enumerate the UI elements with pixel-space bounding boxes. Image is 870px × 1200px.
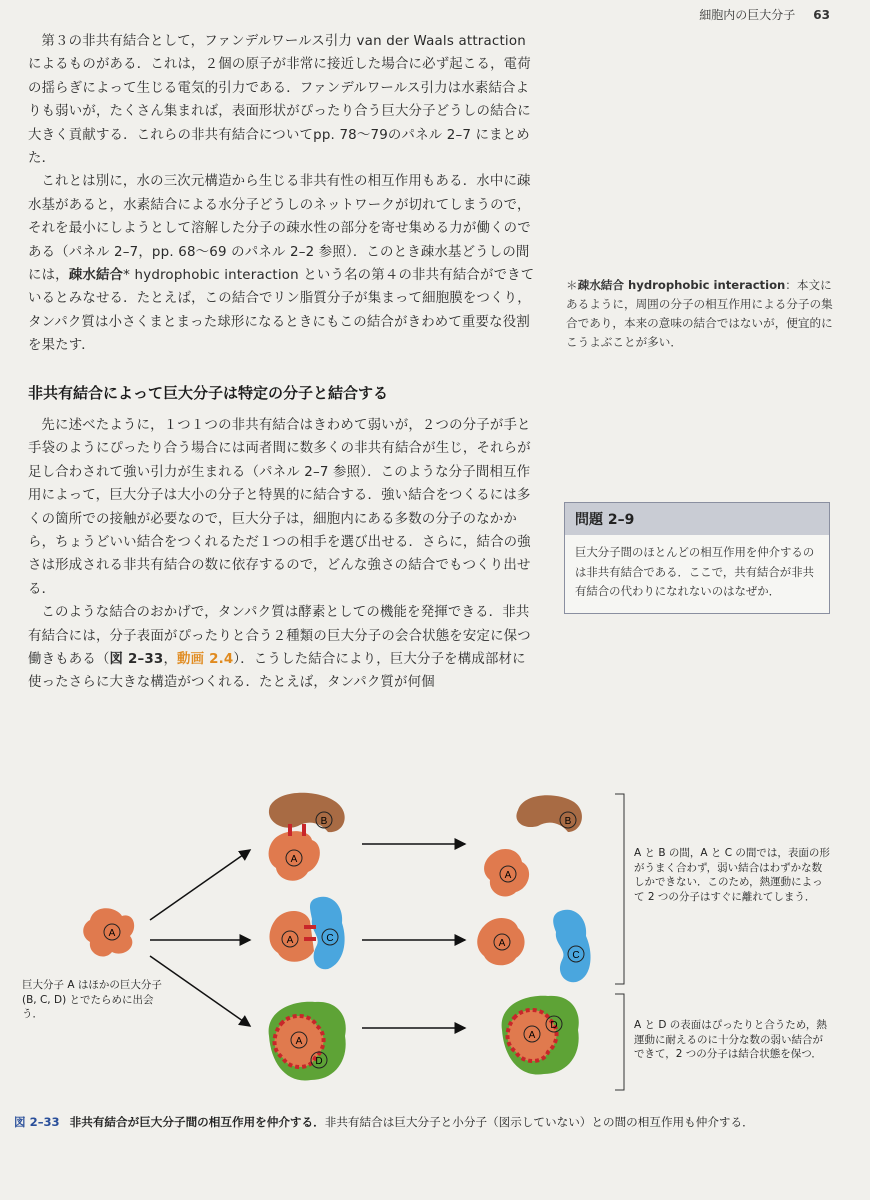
molecule-b-shape (269, 793, 345, 832)
caption-figure-number: 図 2–33 (14, 1115, 60, 1129)
molecule-d-label: D (315, 1056, 323, 1067)
complex-ac (270, 897, 345, 970)
paragraph-hydrophobic: これとは別に，水の三次元構造から生じる非共有性の相互作用もある．水中に疎水基があると，水素結合による水分子どうしのネットワークが切れてしまうので，それを最小にしようとして溶解した分子の疎水性の部分を寄せ集める力が働くのである（パネル 2–7，pp. 68～69 のパネル 2–2 参照）．このとき疎水基どうしの間には，疎水結合* hydrophobic interaction という名の第４の非共有結合ができているとみなせる．たとえば，この結合でリン脂質分子が集まって細胞膜をつくり，タンパク質は小さくまとまった球形になるときにもこの結合がきわめて重要な役割を果たす． (28, 174, 535, 354)
molecule-c-label: C (572, 950, 580, 961)
separated-b (516, 795, 582, 832)
page-number: 63 (813, 8, 830, 22)
figure-illustration (0, 780, 870, 1120)
figure-reference-link[interactable]: 図 2–33 (109, 652, 164, 668)
figure-caption (14, 1114, 854, 1130)
caption-text: 非共有結合は巨大分子と小分子（図示していない）との間の相互作用も仲介する． (324, 1115, 754, 1129)
molecule-a-label: A (498, 938, 506, 949)
molecule-c-label: C (326, 933, 334, 944)
molecule-a-label: A (504, 870, 512, 881)
figure-note-upper: A と B の間，A と C の間では，表面の形がうまく合わず，弱い結合はわずかな数しかできない．このため，熱運動によって 2 つの分子はすぐに離れてしまう． (634, 847, 830, 903)
footnote-mark: ＊ (566, 278, 578, 292)
movie-reference-link[interactable]: 動画 2.4 (177, 652, 234, 668)
separated-a-from-c (477, 918, 524, 965)
hydrophobic-term: 疎水結合 (68, 268, 124, 284)
bracket-upper (615, 794, 624, 984)
question-box (564, 502, 830, 614)
molecule-a-label: A (290, 854, 298, 865)
molecule-b-label: B (564, 816, 572, 827)
molecule-a-alone (83, 908, 134, 956)
bond-mark (304, 925, 316, 929)
paragraph-van-der-waals: 第３の非共有結合として，ファンデルワールス引力 van der Waals attractionによるものがある．これは，２個の原子が非常に接近した場合に必ず起こる，電荷の揺らぎによって生じる電気的引力である．ファンデルワールス引力は水素結合よりも弱いが，たくさん集まれば，表面形状がぴったり合う巨大分子どうしの結合に大きく貢献する．これらの非共有結合についてpp. 78～79のパネル 2–7 にまとめた． (28, 34, 531, 167)
bond-mark (302, 824, 306, 836)
running-header (699, 6, 830, 23)
molecule-b-label: B (320, 816, 328, 827)
footnote-text: ：本文にあるように，周囲の分子の相互作用による分子の集合であり，本来の意味の結合ではないが，便宜的にこうよぶことが多い． (566, 278, 833, 349)
figure-left-label: 巨大分子 A はほかの巨大分子 (B, C, D) とでたらめに出会う． (22, 979, 162, 1020)
figure-note-lower: A と D の表面はぴったりと合うため，熱運動に耐えるのに十分な数の弱い結合ができて，2 つの分子は結合状態を保つ． (634, 1019, 827, 1060)
paragraph-enzyme-function: このような結合のおかげで，タンパク質は酵素としての機能を発揮できる．非共有結合には，分子表面がぴったりと合う２種類の巨大分子の会合状態を安定に保つ働きもある（図 2–33，動画 2.4）．こうした結合により，巨大分子を構成部材に使ったさらに大きな構造がつくれる．たとえば，タンパク質が何個 (28, 605, 531, 691)
molecule-a-label: A (108, 928, 116, 939)
arrow-to-ab (150, 850, 250, 920)
footnote-hydrophobic (566, 276, 836, 352)
footnote-term: 疎水結合 hydrophobic interaction (577, 278, 786, 292)
complex-ad (269, 1002, 346, 1081)
caption-title: 非共有結合が巨大分子間の相互作用を仲介する． (69, 1115, 325, 1129)
bracket-lower (615, 994, 624, 1090)
question-body: 巨大分子間のほとんどの相互作用を仲介するのは非共有結合である．ここで，共有結合が非共有結合の代わりになれないのはなぜか． (575, 545, 815, 598)
molecule-c-shape (553, 910, 590, 983)
section-heading: 非共有結合によって巨大分子は特定の分子と結合する (28, 384, 389, 402)
body-paragraphs-2 (28, 414, 538, 695)
separated-c (553, 910, 590, 983)
molecule-a-label: A (295, 1036, 303, 1047)
separated-a-from-b (484, 849, 529, 897)
body-paragraphs-1 (28, 30, 538, 358)
running-header-title: 細胞内の巨大分子 (699, 8, 796, 22)
bond-mark (288, 824, 292, 836)
bound-ad (502, 996, 579, 1075)
question-title: 問題 2–9 (565, 503, 829, 535)
molecule-a-label: A (528, 1030, 536, 1041)
molecule-a-label: A (286, 935, 294, 946)
molecule-d-label: D (550, 1020, 558, 1031)
bond-mark (304, 937, 316, 941)
paragraph-specific-binding: 先に述べたように，１つ１つの非共有結合はきわめて弱いが，２つの分子が手と手袋のようにぴったり合う場合には両者間に数多くの非共有結合が生じ，それらが足し合わされて強い引力が生まれる（パネル 2–7 参照）．このような分子間相互作用によって，巨大分子は大小の分子と特異的に結合する．強い結合をつくるには多くの箇所での接触が必要なので，巨大分子は，細胞内にある多数の分子のなかから，ちょうどいい結合をつくれるただ１つの相手を選び出せる．さらに，結合の強さは形成される非共有結合の数に依存するので，どんな強さの結合でもつくり出せる． (28, 418, 531, 597)
figure-2-33 (0, 780, 870, 1120)
complex-ab (269, 793, 345, 881)
